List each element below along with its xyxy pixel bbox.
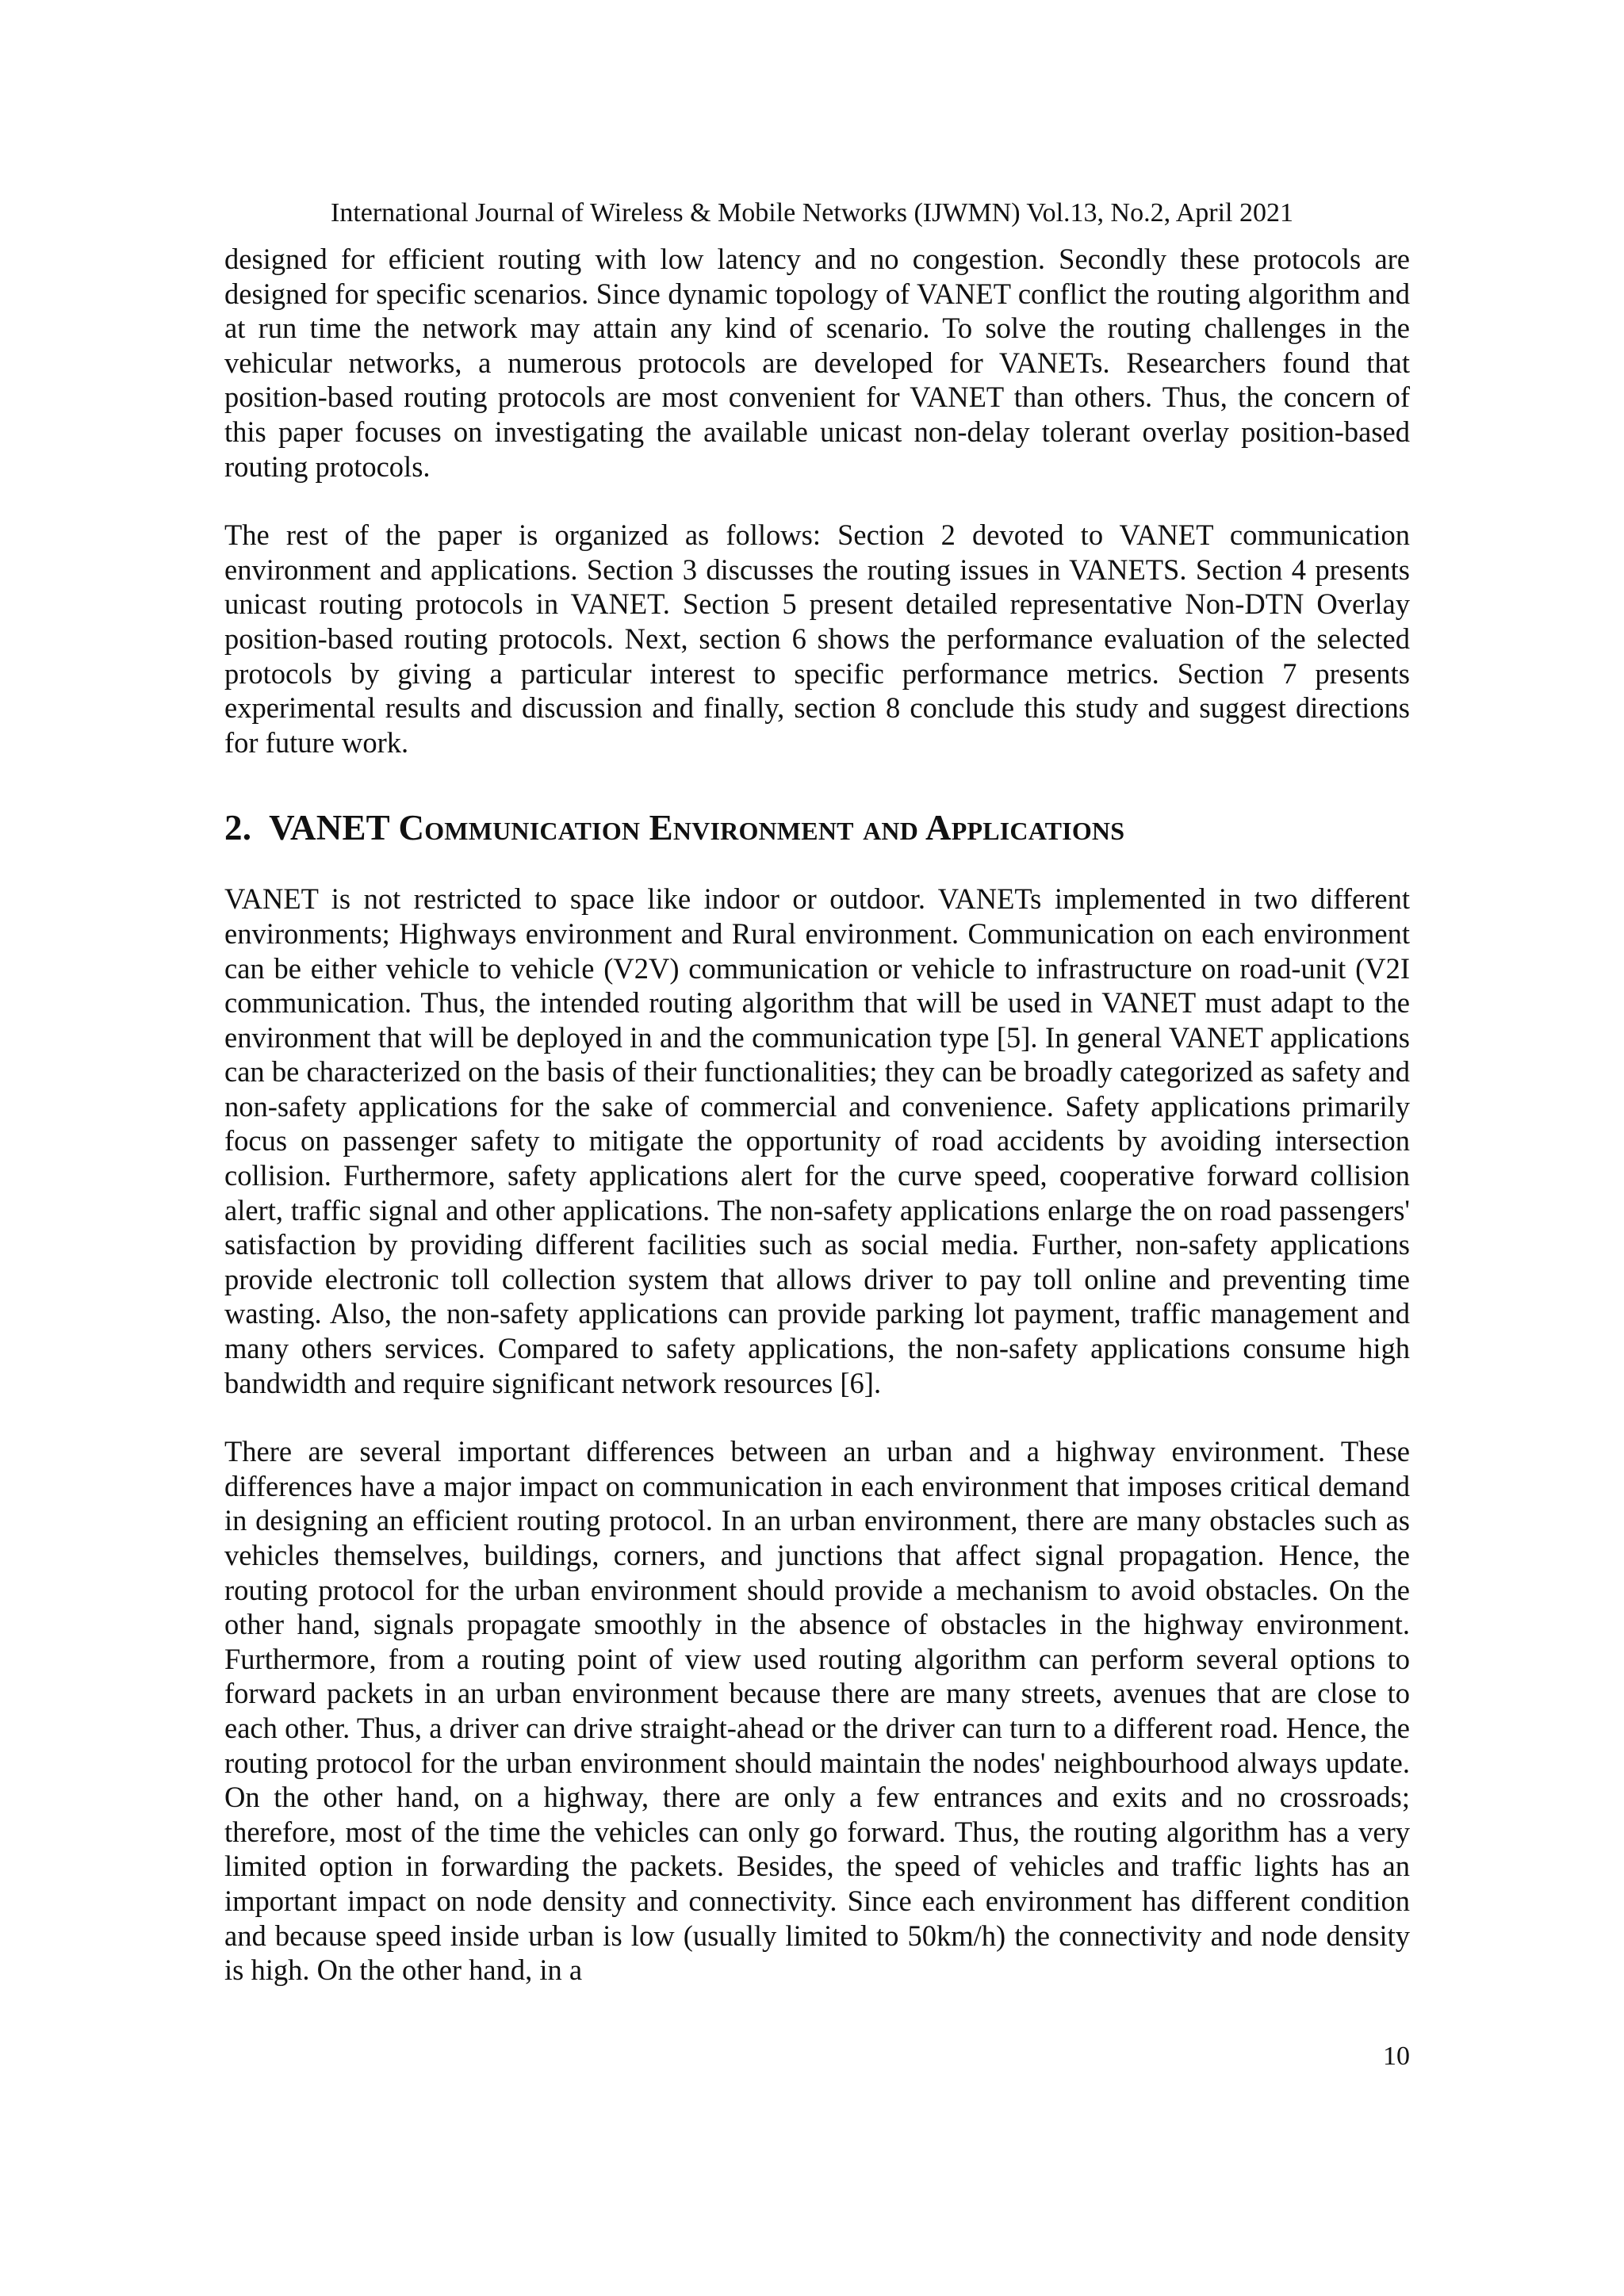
running-head: International Journal of Wireless & Mobile Networks (IJWMN) Vol.13, No.2, April 2021 [331, 198, 1293, 228]
intro-paragraph-1: designed for efficient routing with low latency and no congestion. Secondly these protocols are designed for specific scenarios. Since dynamic topology of VANET conflict the routing algorithm and at run time the network may attain any kind of scenario. To solve the routing challenges in the vehicular networks, a numerous protocols are developed for VANETs. Researchers found that position-based routing protocols are most convenient for VANET than others. Thus, the concern of this paper focuses on investigating the available unicast non-delay tolerant overlay position-based routing protocols. [224, 243, 1410, 483]
section-heading [224, 806, 1410, 850]
intro-paragraph-2: The rest of the paper is organized as follows: Section 2 devoted to VANET communication environment and applications. Section 3 discusses the routing issues in VANETS. Section 4 presents unicast routing protocols in VANET. Section 5 present detailed representative Non-DTN Overlay position-based routing protocols. Next, section 6 shows the performance evaluation of the selected protocols by giving a particular interest to specific performance metrics. Section 7 presents experimental results and discussion and finally, section 8 conclude this study and suggest directions for future work. [224, 519, 1410, 759]
section-title: VANET Communication Environment and Applications [269, 808, 1125, 848]
section-paragraph-1: VANET is not restricted to space like indoor or outdoor. VANETs implemented in two different environments; Highways environment and Rural environment. Communication on each environment can be either vehicle to vehicle (V2V) communication or vehicle to infrastructure on road-unit (V2I communication. Thus, the intended routing algorithm that will be used in VANET must adapt to the environment that will be deployed in and the communication type [5]. In general VANET applications can be characterized on the basis of their functionalities; they can be broadly categorized as safety and non-safety applications for the sake of commercial and convenience. Safety applications primarily focus on passenger safety to mitigate the opportunity of road accidents by avoiding intersection collision. Furthermore, safety applications alert for the curve speed, cooperative forward collision alert, traffic signal and other applications. The non-safety applications enlarge the on road passengers' satisfaction by providing different facilities such as social media. Further, non-safety applications provide electronic toll collection system that allows driver to pay toll online and preventing time wasting. Also, the non-safety applications can provide parking lot payment, traffic management and many others services. Compared to safety applications, the non-safety applications consume high bandwidth and require significant network resources [6]. [224, 882, 1410, 1399]
page-number: 10 [1383, 2042, 1410, 2071]
section-number: 2. [224, 808, 252, 848]
body-column [224, 242, 1410, 1988]
section-paragraph-2: There are several important differences between an urban and a highway environment. These differences have a major impact on communication in each environment that imposes critical demand in designing an efficient routing protocol. In an urban environment, there are many obstacles such as vehicles themselves, buildings, corners, and junctions that affect signal propagation. Hence, the routing protocol for the urban environment should provide a mechanism to avoid obstacles. On the other hand, signals propagate smoothly in the absence of obstacles in the highway environment. Furthermore, from a routing point of view used routing algorithm can perform several options to forward packets in an urban environment because there are many streets, avenues that are close to each other. Thus, a driver can drive straight-ahead or the driver can turn to a different road. Hence, the routing protocol for the urban environment should maintain the nodes' neighbourhood always update. On the other hand, on a highway, there are only a few entrances and exits and no crossroads; therefore, most of the time the vehicles can only go forward. Thus, the routing algorithm has a very limited option in forwarding the packets. Besides, the speed of vehicles and traffic lights has an important impact on node density and connectivity. Since each environment has different condition and because speed inside urban is low (usually limited to 50km/h) the connectivity and node density is high. On the other hand, in a [224, 1435, 1410, 1987]
